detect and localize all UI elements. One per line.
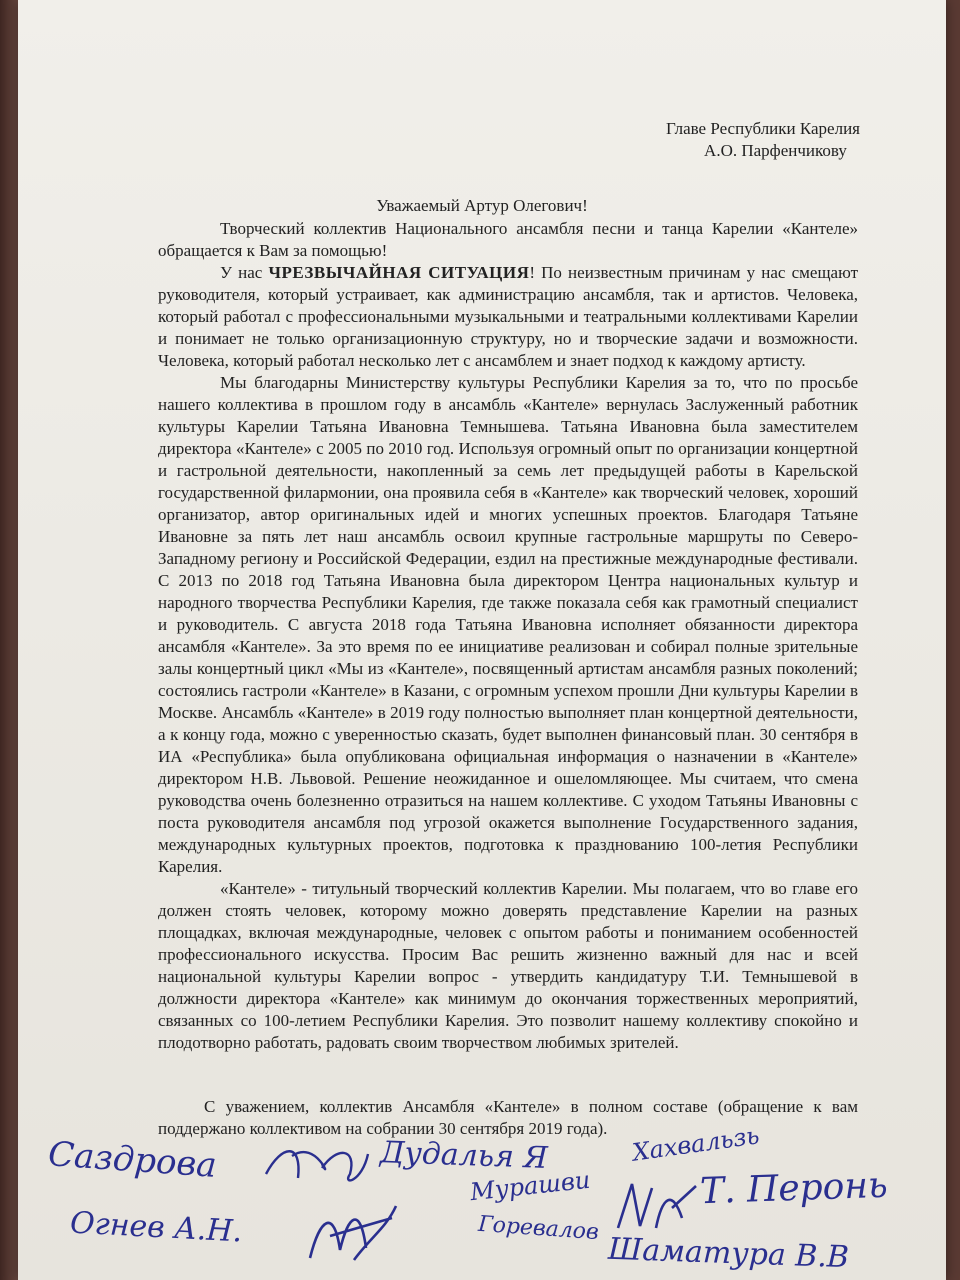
emergency-text: ЧРЕЗВЫЧАЙНАЯ СИТУАЦИЯ: [268, 263, 530, 282]
letter-body: [158, 218, 858, 1054]
paragraph-4: «Кантеле» - титульный творческий коллектив Карелии. Мы полагаем, что во главе его должен стоять человек, которому можно доверять представление Карелии на разных площадках, включая международные, человек с опытом работы и пониманием особенностей профессионального искусства. Просим Вас решить жизненно важный для нас и всей национальной культуры Карелии вопрос - утвердить кандидатуру Т.И. Темнышевой в должности директора «Кантеле» как минимум до окончания торжественных мероприятий, связанных со 100-летием Республики Карелия. Это позволит нашему коллективу спокойно и плодотворно работать, радовать своим творчеством любимых зрителей.: [158, 879, 858, 1052]
addressee-block: [666, 118, 860, 162]
table-surface-edge: [0, 0, 18, 1280]
signature: Саздрова: [46, 1134, 218, 1186]
closing-paragraph: [158, 1096, 858, 1140]
salutation: Уважаемый Артур Олегович!: [376, 196, 588, 215]
signature: Хахвальзь: [630, 1121, 762, 1167]
closing-text: С уважением, коллектив Ансамбля «Кантеле» в полном составе (обращение к вам поддержано коллективом на собрании 30 сентября 2019 года).: [158, 1097, 858, 1138]
signature: Огнев А.Н.: [69, 1205, 244, 1250]
letter-sheet: [18, 0, 946, 1280]
signature: Шаматура В.В: [607, 1231, 850, 1276]
signature: Т. Перонь: [699, 1164, 889, 1213]
signature: Мурашви: [468, 1165, 592, 1207]
signature: Дудалья Я: [379, 1135, 549, 1176]
signature: Горевалов: [477, 1211, 600, 1246]
paragraph-2: [158, 262, 858, 372]
paragraph-2-text: ! По неизвестным причинам у нас смещают руководителя, который устраивает, как администрацию ансамбля, так и артистов. Человека, который работал с профессиональными музыкальными и театральными коллективами Карелии и понимает не только организационную структуру, но и творческие задачи и возможности. Человека, который работал несколько лет с ансамблем и знает подход к каждому артисту.: [158, 263, 858, 370]
addressee-title: Главе Республики Карелия: [666, 119, 860, 138]
paragraph-3: Мы благодарны Министерству культуры Республики Карелия за то, что по просьбе нашего коллектива в прошлом году в ансамбль «Кантеле» вернулась Заслуженный работник культуры Карелии Татьяна Ивановна Темнышева. Татьяна Ивановна была заместителем директора «Кантеле» с 2005 по 2010 год. Используя огромный опыт по организации концертной и гастрольной деятельности, накопленный за семь лет предыдущей работы в Карельской государственной филармонии, она проявила себя в «Кантеле» как творческий человек, хороший организатор, автор оригинальных идей и многих успешных проектов. Благодаря Татьяне Ивановне за пять лет наш ансамбль освоил крупные гастрольные маршруты по Северо-Западному региону и Российской Федерации, ездил на престижные международные фестивали. С 2013 по 2018 год Татьяна Ивановна была директором Центра национальных культур и народного творчества Республики Карелия, где также показала себя как грамотный специалист и руководитель. С августа 2018 года Татьяна Ивановна исполняет обязанности директора ансамбля «Кантеле». За это время по ее инициативе реализован и собирал полные зрительные залы концертный цикл «Мы из «Кантеле», посвященный артистам ансамбля разных поколений; состоялись гастроли «Кантеле» в Казани, с огромным успехом прошли Дни культуры Карелии в Москве. Ансамбль «Кантеле» в 2019 году полностью выполняет план концертной деятельности, а к концу года, можно с уверенностью сказать, будет выполнен финансовый план. 30 сентября в ИА «Республика» была опубликована официальная информация о назначении в «Кантеле» директором Н.В. Львовой. Решение неожиданное и ошеломляющее. Мы считаем, что смена руководства очень болезненно отразиться на нашем коллективе. С уходом Татьяны Ивановны с поста руководителя ансамбля под угрозой окажется выполнение Государственного задания, международных культурных проектов, подготовка к празднованию 100-летия Республики Карелия.: [158, 373, 858, 876]
paragraph-1: Творческий коллектив Национального ансамбля песни и танца Карелии «Кантеле» обращается к Вам за помощью!: [158, 219, 858, 260]
addressee-name: А.О. Парфенчикову: [704, 141, 847, 160]
paragraph-2-intro: У нас: [220, 263, 269, 282]
